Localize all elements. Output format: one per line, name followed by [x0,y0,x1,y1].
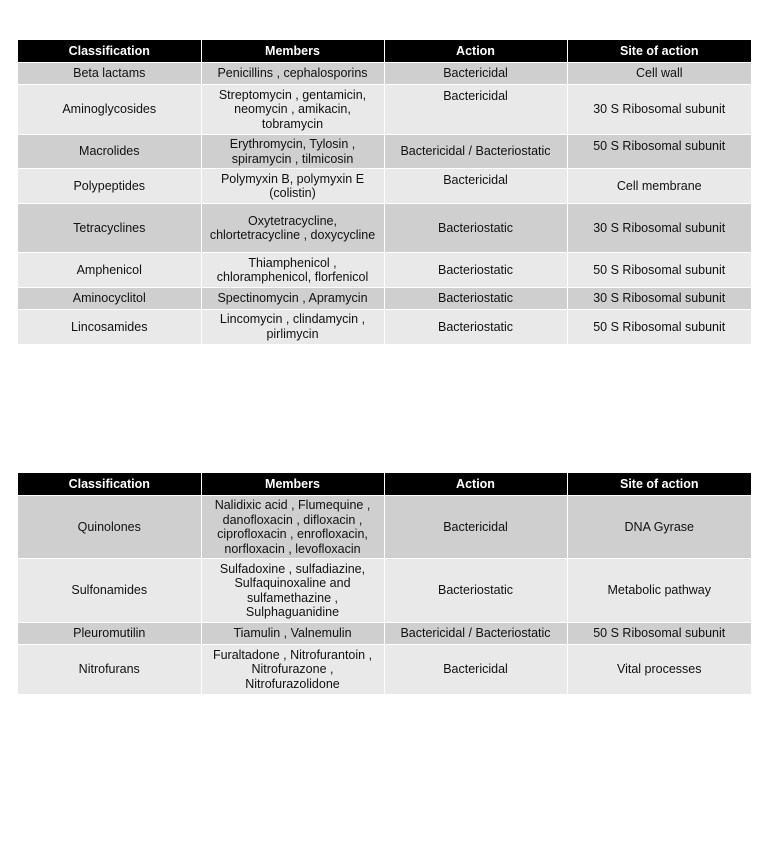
members-cell: Tiamulin , Valnemulin [201,623,384,645]
header-site-of-action: Site of action [567,473,751,496]
site-cell: 50 S Ribosomal subunit [567,135,751,169]
header-action: Action [384,40,567,63]
action-cell: Bactericidal [384,85,567,135]
members-cell: Oxytetracycline, chlortetracycline , doxycycline [201,204,384,253]
table-row [18,310,751,344]
members-cell: Erythromycin, Tylosin , spiramycin , tilmicosin [201,135,384,169]
action-cell: Bacteriostatic [384,288,567,310]
action-cell: Bactericidal [384,63,567,85]
classification-cell: Macrolides [18,135,201,169]
classification-cell: Polypeptides [18,169,201,204]
site-cell: 30 S Ribosomal subunit [567,288,751,310]
table-row [18,623,751,645]
members-cell: Furaltadone , Nitrofurantoin , Nitrofurazone , Nitrofurazolidone [201,645,384,694]
site-cell: DNA Gyrase [567,496,751,559]
table-row [18,645,751,694]
site-cell: Cell membrane [567,169,751,204]
site-cell: 30 S Ribosomal subunit [567,85,751,135]
site-cell: Metabolic pathway [567,559,751,623]
members-cell: Lincomycin , clindamycin , pirlimycin [201,310,384,344]
antibiotic-table-2 [18,473,751,694]
header-classification: Classification [18,40,201,63]
members-cell: Nalidixic acid , Flumequine , danofloxacin , difloxacin , ciprofloxacin , enrofloxacin, norfloxacin , levofloxacin [201,496,384,559]
action-cell: Bactericidal [384,169,567,204]
action-cell: Bacteriostatic [384,204,567,253]
table-row [18,135,751,169]
members-cell: Streptomycin , gentamicin, neomycin , amikacin, tobramycin [201,85,384,135]
site-cell: 50 S Ribosomal subunit [567,623,751,645]
header-members: Members [201,40,384,63]
table-row [18,496,751,559]
classification-cell: Aminoglycosides [18,85,201,135]
action-cell: Bactericidal / Bacteriostatic [384,135,567,169]
site-cell: 50 S Ribosomal subunit [567,253,751,288]
members-cell: Polymyxin B, polymyxin E (colistin) [201,169,384,204]
table-header-row [18,40,751,63]
members-cell: Penicillins , cephalosporins [201,63,384,85]
action-cell: Bacteriostatic [384,310,567,344]
action-cell: Bactericidal [384,645,567,694]
action-cell: Bactericidal / Bacteriostatic [384,623,567,645]
header-site-of-action: Site of action [567,40,751,63]
table-row [18,63,751,85]
header-members: Members [201,473,384,496]
classification-cell: Tetracyclines [18,204,201,253]
table-header-row [18,473,751,496]
classification-cell: Lincosamides [18,310,201,344]
classification-cell: Amphenicol [18,253,201,288]
classification-cell: Nitrofurans [18,645,201,694]
site-cell: 30 S Ribosomal subunit [567,204,751,253]
site-cell: Vital processes [567,645,751,694]
members-cell: Sulfadoxine , sulfadiazine, Sulfaquinoxaline and sulfamethazine , Sulphaguanidine [201,559,384,623]
action-cell: Bacteriostatic [384,559,567,623]
action-cell: Bacteriostatic [384,253,567,288]
members-cell: Spectinomycin , Apramycin [201,288,384,310]
classification-cell: Beta lactams [18,63,201,85]
table-row [18,169,751,204]
site-cell: 50 S Ribosomal subunit [567,310,751,344]
table-row [18,204,751,253]
classification-cell: Quinolones [18,496,201,559]
table-row [18,559,751,623]
classification-cell: Aminocyclitol [18,288,201,310]
header-action: Action [384,473,567,496]
table-row [18,288,751,310]
classification-cell: Sulfonamides [18,559,201,623]
antibiotic-table-1 [18,40,751,344]
site-cell: Cell wall [567,63,751,85]
table-row [18,85,751,135]
header-classification: Classification [18,473,201,496]
table-row [18,253,751,288]
classification-cell: Pleuromutilin [18,623,201,645]
action-cell: Bactericidal [384,496,567,559]
members-cell: Thiamphenicol , chloramphenicol, florfenicol [201,253,384,288]
